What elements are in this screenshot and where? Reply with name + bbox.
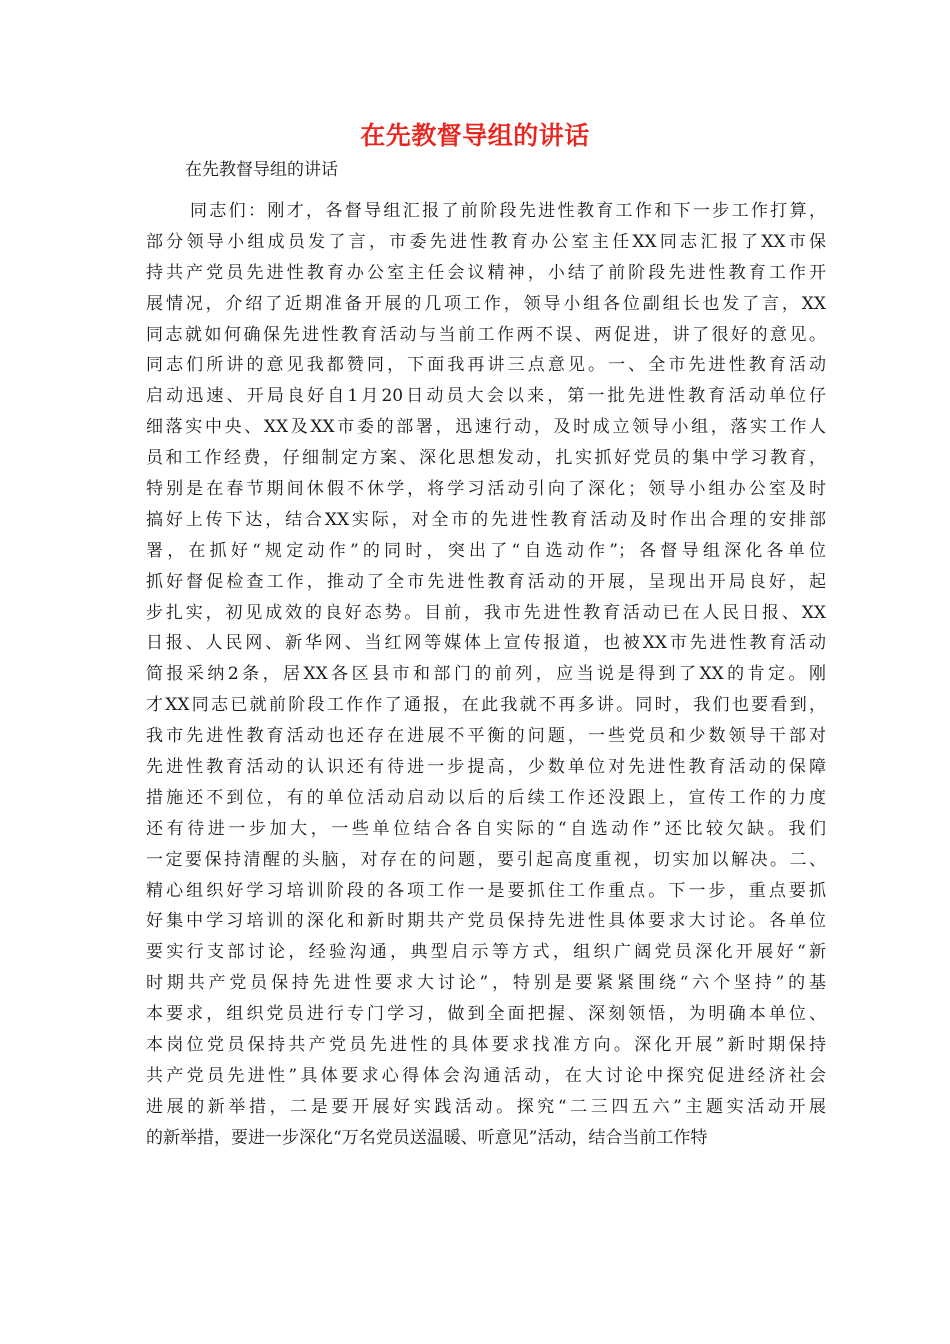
body-line: 本岗位党员保持共产党员先进性的具体要求找准方向。深化开展”新时期保持 bbox=[146, 1035, 826, 1056]
body-line: 署，在抓好“规定动作”的同时，突出了“自选动作”；各督导组深化各单位 bbox=[146, 540, 826, 561]
body-line: 日报、人民网、新华网、当红网等媒体上宣传报道，也被XX市先进性教育活动 bbox=[146, 633, 826, 654]
body-line: 要实行支部讨论，经验沟通，典型启示等方式，组织广阔党员深化开展好“新 bbox=[146, 942, 826, 963]
body-line: 精心组织好学习培训阶段的各项工作一是要抓住工作重点。下一步，重点要抓 bbox=[146, 880, 826, 901]
body-line: 我市先进性教育活动也还存在进展不平衡的问题，一些党员和少数领导干部对 bbox=[146, 726, 826, 747]
body-line: 本要求，组织党员进行专门学习，做到全面把握、深刻领悟，为明确本单位、 bbox=[146, 1004, 826, 1025]
body-line: 特别是在春节期间休假不休学，将学习活动引向了深化；领导小组办公室及时 bbox=[146, 479, 826, 500]
body-line: 细落实中央、XX及XX市委的部署，迅速行动，及时成立领导小组，落实工作人 bbox=[146, 417, 826, 438]
body-line: 先进性教育活动的认识还有待进一步提高，少数单位对先进性教育活动的保障 bbox=[146, 757, 826, 778]
body-line: 措施还不到位，有的单位活动启动以后的后续工作还没跟上，宣传工作的力度 bbox=[146, 787, 826, 808]
document-subtitle: 在先教督导组的讲话 bbox=[185, 160, 338, 180]
body-line: 共产党员先进性”具体要求心得体会沟通活动，在大讨论中探究促进经济社会 bbox=[146, 1065, 826, 1086]
body-line: 简报采纳2条，居XX各区县市和部门的前列，应当说是得到了XX的肯定。刚 bbox=[146, 664, 826, 685]
body-line: 步扎实，初见成效的良好态势。目前，我市先进性教育活动已在人民日报、XX bbox=[146, 602, 826, 623]
body-line: 同志就如何确保先进性教育活动与当前工作两不误、两促进，讲了很好的意见。 bbox=[146, 324, 826, 345]
body-line: 抓好督促检查工作，推动了全市先进性教育活动的开展，呈现出开局良好，起 bbox=[146, 571, 826, 592]
body-line: 才XX同志已就前阶段工作作了通报，在此我就不再多讲。同时，我们也要看到， bbox=[146, 695, 826, 716]
body-line: 持共产党员先进性教育办公室主任会议精神，小结了前阶段先进性教育工作开 bbox=[146, 262, 826, 283]
body-line: 员和工作经费，仔细制定方案、深化思想发动，扎实抓好党员的集中学习教育， bbox=[146, 448, 826, 469]
body-line: 一定要保持清醒的头脑，对存在的问题，要引起高度重视，切实加以解决。二、 bbox=[146, 849, 826, 870]
document-body bbox=[146, 196, 826, 1154]
body-line: 还有待进一步加大，一些单位结合各自实际的“自选动作”还比较欠缺。我们 bbox=[146, 818, 826, 839]
body-line: 进展的新举措，二是要开展好实践活动。探究“二三四五六”主题实活动开展 bbox=[146, 1096, 826, 1117]
body-line: 同志们所讲的意见我都赞同，下面我再讲三点意见。一、全市先进性教育活动 bbox=[146, 355, 826, 376]
body-line: 启动迅速、开局良好自1月20日动员大会以来，第一批先进性教育活动单位仔 bbox=[146, 386, 826, 407]
document-title: 在先教督导组的讲话 bbox=[360, 121, 590, 150]
body-line: 同志们：刚才，各督导组汇报了前阶段先进性教育工作和下一步工作打算， bbox=[190, 201, 826, 221]
body-line: 展情况，介绍了近期准备开展的几项工作，领导小组各位副组长也发了言，XX bbox=[146, 293, 826, 314]
body-line: 时期共产党员保持先进性要求大讨论”，特别是要紧紧围绕“六个坚持”的基 bbox=[146, 973, 826, 994]
body-line: 部分领导小组成员发了言，市委先进性教育办公室主任XX同志汇报了XX市保 bbox=[146, 231, 826, 252]
body-line: 的新举措，要进一步深化“万名党员送温暖、听意见”活动，结合当前工作特 bbox=[146, 1127, 708, 1148]
body-line: 搞好上传下达，结合XX实际，对全市的先进性教育活动及时作出合理的安排部 bbox=[146, 509, 826, 530]
body-line: 好集中学习培训的深化和新时期共产党员保持先进性具体要求大讨论。各单位 bbox=[146, 911, 826, 932]
